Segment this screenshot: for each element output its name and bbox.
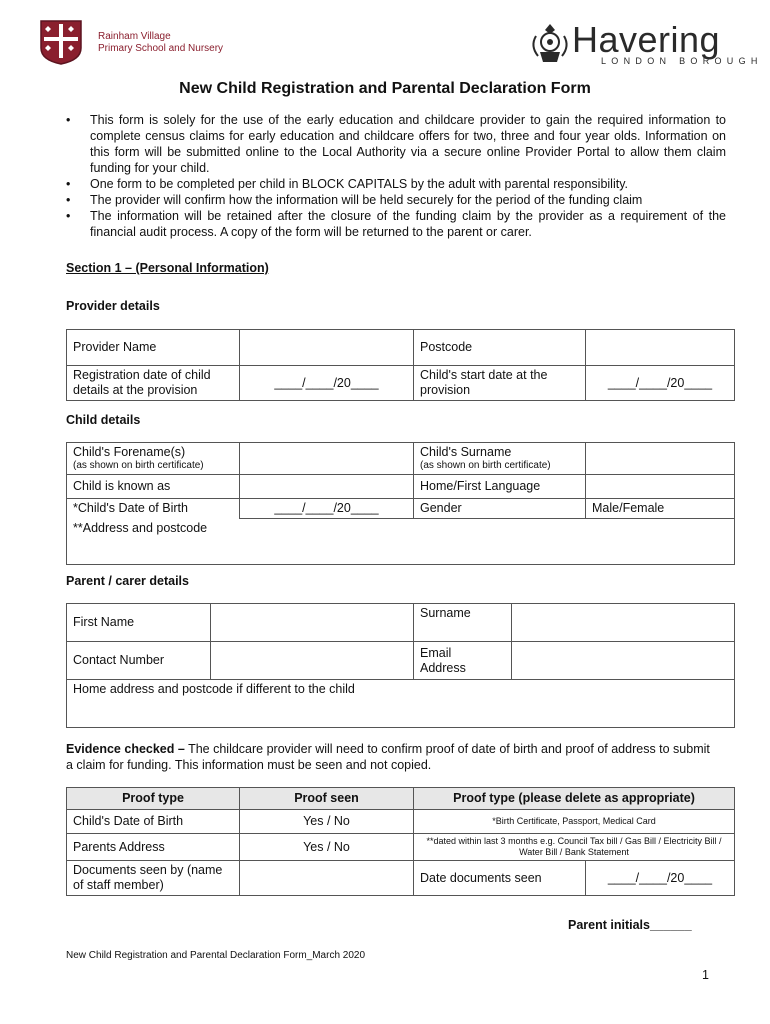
proof-type-header: Proof type [67,788,240,810]
evidence-paragraph [66,741,716,773]
surname-label-cell [414,443,586,475]
address-proof-note: **dated within last 3 months e.g. Council Tax bill / Gas Bill / Electricity Bill / Water Bill / Bank Statement [414,834,735,861]
provider-details-heading: Provider details [66,299,160,313]
forename-label-cell [67,443,240,475]
start-date-field[interactable]: ____/____/20____ [586,366,735,401]
intro-bullet: • The provider will confirm how the information will be held securely for the period of the funding claim [66,192,726,208]
gender-field[interactable]: Male/Female [586,499,735,519]
dob-proof-label: Child's Date of Birth [67,810,240,834]
date-documents-seen-label: Date documents seen [414,861,586,896]
forename-field[interactable] [240,443,414,475]
school-crest-logo [38,18,84,66]
dob-proof-seen-choice[interactable]: Yes / No [240,810,414,834]
intro-bullet-list [66,112,726,240]
home-address-label: Home address and postcode if different to the child [73,682,355,696]
havering-crest-logo [528,22,572,66]
forename-label: Child's Forename(s) [73,445,186,459]
postcode-label: Postcode [414,330,586,366]
parent-home-address-field[interactable] [67,680,735,728]
registration-date-label: Registration date of child details at the provision [67,366,240,401]
proof-detail-header: Proof type (please delete as appropriate) [414,788,735,810]
school-name [98,31,223,55]
section1-heading: Section 1 – (Personal Information) [66,261,269,275]
council-subtitle: LONDON BOROUGH [601,56,763,66]
child-surname-label: Child's Surname [420,445,512,459]
form-title: New Child Registration and Parental Declaration Form [179,80,591,97]
parent-details-heading: Parent / carer details [66,574,189,588]
language-field[interactable] [586,475,735,499]
child-surname-note: (as shown on birth certificate) [420,460,551,471]
forename-note: (as shown on birth certificate) [73,460,204,471]
provider-name-field[interactable] [240,330,414,366]
date-documents-seen-field[interactable]: ____/____/20____ [586,861,735,896]
evidence-text: The childcare provider will need to confirm proof of date of birth and proof of address to submit a claim for funding. This information must be seen and not copied. [66,742,710,772]
child-details-heading: Child details [66,413,141,427]
child-address-label: **Address and postcode [73,521,208,535]
intro-bullet: • The information will be retained after the closure of the funding claim by the provider as a requirement of the financial audit process. A copy of the form will be returned to the parent or carer. [66,208,726,240]
first-name-field[interactable] [211,604,414,642]
page-footer: New Child Registration and Parental Declaration Form_March 2020 [66,950,366,961]
email-field[interactable] [512,642,735,680]
language-label: Home/First Language [414,475,586,499]
gender-label: Gender [414,499,586,519]
provider-details-table [66,329,735,401]
dob-field[interactable]: ____/____/20____ [240,499,414,519]
school-name-line2: Primary School and Nursery [98,43,224,54]
parent-details-table [66,603,735,728]
contact-number-field[interactable] [211,642,414,680]
dob-proof-note: *Birth Certificate, Passport, Medical Card [414,810,735,834]
evidence-lead: Evidence checked – [66,742,185,756]
address-proof-seen-choice[interactable]: Yes / No [240,834,414,861]
intro-bullet: • One form to be completed per child in BLOCK CAPITALS by the adult with parental responsibility. [66,176,726,192]
email-label-2: Address [420,660,466,675]
intro-bullet: • This form is solely for the use of the early education and childcare provider to gain the required information to complete census claims for early education and childcare offers for two, three and four year olds. Information on this form will be submitted online to the Local Authority via a secure online Provider Portal to allow them claim funding for your child. [66,112,726,176]
parent-surname-field[interactable] [512,604,735,642]
start-date-label: Child's start date at the provision [414,366,586,401]
parent-surname-label: Surname [414,604,512,642]
email-label-cell [414,642,512,680]
postcode-field[interactable] [586,330,735,366]
provider-name-label: Provider Name [67,330,240,366]
contact-number-label: Contact Number [67,642,211,680]
child-details-table [66,442,735,565]
child-surname-field[interactable] [586,443,735,475]
parent-initials-field[interactable]: Parent initials______ [568,918,692,932]
school-name-line1: Rainham Village [98,31,171,42]
address-proof-label: Parents Address [67,834,240,861]
email-label: Email [420,645,452,660]
child-address-field[interactable] [67,519,735,565]
dob-label: *Child's Date of Birth [67,499,240,519]
known-as-label: Child is known as [67,475,240,499]
council-name: Havering [572,19,721,60]
evidence-table [66,787,735,896]
documents-seen-by-label: Documents seen by (name of staff member) [67,861,240,896]
first-name-label: First Name [67,604,211,642]
proof-seen-header: Proof seen [240,788,414,810]
documents-seen-by-field[interactable] [240,861,414,896]
registration-date-field[interactable]: ____/____/20____ [240,366,414,401]
page-number: 1 [702,968,709,982]
known-as-field[interactable] [240,475,414,499]
